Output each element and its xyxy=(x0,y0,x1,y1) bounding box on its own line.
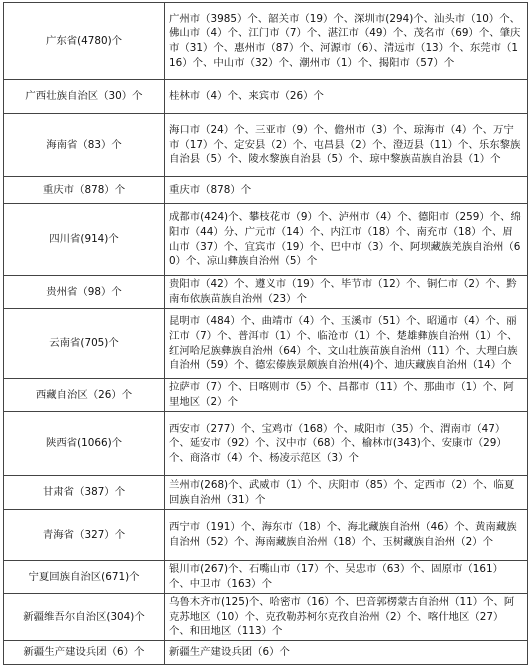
province-cell: 重庆市（878）个 xyxy=(4,177,165,204)
table-row xyxy=(4,412,528,476)
city-detail-cell: 新疆生产建设兵团（6）个 xyxy=(165,640,528,664)
province-cell: 新疆生产建设兵团（6）个 xyxy=(4,640,165,664)
city-detail-cell: 西宁市（191）个、海东市（18）个、海北藏族自治州（46）个、黄南藏族自治州（52）个、海南藏族自治州（18）个、玉树藏族自治州（2）个 xyxy=(165,510,528,561)
province-cell: 海南省（83）个 xyxy=(4,114,165,177)
table-row xyxy=(4,561,528,594)
table-row xyxy=(4,309,528,379)
table-row xyxy=(4,204,528,276)
city-detail-cell: 银川市(267)个、石嘴山市（17）个、吴忠市（63）个、固原市（161）个、中卫市（163）个 xyxy=(165,561,528,594)
province-cell: 广东省(4780)个 xyxy=(4,3,165,80)
city-detail-cell: 海口市（24）个、三亚市（9）个、儋州市（3）个、琼海市（4）个、万宁市（17）个、定安县（2）个、屯昌县（2）个、澄迈县（11）个、乐东黎族自治县（5）个、陵水黎族自治县（5）个、琼中黎族苗族自治县（1）个 xyxy=(165,114,528,177)
city-detail-cell: 兰州市(268)个、武威市（1）个、庆阳市（85）个、定西市（2）个、临夏回族自治州（31）个 xyxy=(165,476,528,510)
province-cell: 宁夏回族自治区(671)个 xyxy=(4,561,165,594)
city-detail-cell: 桂林市（4）个、来宾市（26）个 xyxy=(165,80,528,114)
province-cell: 云南省(705)个 xyxy=(4,309,165,379)
table-row xyxy=(4,594,528,641)
province-distribution-table xyxy=(3,2,528,665)
province-cell: 甘肃省（387）个 xyxy=(4,476,165,510)
city-detail-cell: 拉萨市（7）个、日喀则市（5）个、昌都市（11）个、那曲市（1）个、阿里地区（2）个 xyxy=(165,379,528,412)
province-cell: 四川省(914)个 xyxy=(4,204,165,276)
province-cell: 广西壮族自治区（30）个 xyxy=(4,80,165,114)
table-row xyxy=(4,80,528,114)
table-row xyxy=(4,510,528,561)
table-row xyxy=(4,3,528,80)
city-detail-cell: 成都市(424)个、攀枝花市（9）个、泸州市（4）个、德阳市（259）个、绵阳市（44）分、广元市（14）个、内江市（18）个、南充市（18）个、眉山市（37）个、宜宾市（19）个、巴中市（3）个、阿坝藏族羌族自治州（60）个、凉山彝族自治州（5）个 xyxy=(165,204,528,276)
province-cell: 贵州省（98）个 xyxy=(4,276,165,309)
table-row xyxy=(4,114,528,177)
city-detail-cell: 乌鲁木齐市(125)个、哈密市（16）个、巴音郭楞蒙古自治州（11）个、阿克苏地区（10）个、克孜勒苏柯尔克孜自治州（2）个、喀什地区（27）个、和田地区（113）个 xyxy=(165,594,528,641)
city-detail-cell: 贵阳市（42）个、遵义市（19）个、毕节市（12）个、铜仁市（2）个、黔南布依族苗族自治州（23）个 xyxy=(165,276,528,309)
city-detail-cell: 西安市（277）个、宝鸡市（168）个、咸阳市（35）个、渭南市（47）个、延安市（92）个、汉中市（68）个、榆林市(343)个、安康市（29）个、商洛市（4）个、杨凌示范区（3）个 xyxy=(165,412,528,476)
table-row xyxy=(4,640,528,664)
province-cell: 陕西省(1066)个 xyxy=(4,412,165,476)
city-detail-cell: 广州市（3985）个、韶关市（19）个、深圳市(294)个、汕头市（10）个、佛山市（4）个、江门市（7）个、湛江市（49）个、茂名市（69）个、肇庆市（31）个、惠州市（87）个、河源市（6）、清远市（13）个、东莞市（116）个、中山市（32）个、潮州市（1）个、揭阳市（57）个 xyxy=(165,3,528,80)
city-detail-cell: 重庆市（878）个 xyxy=(165,177,528,204)
province-cell: 青海省（327）个 xyxy=(4,510,165,561)
table-body xyxy=(4,3,528,665)
city-detail-cell: 昆明市（484）个、曲靖市（4）个、玉溪市（51）个、昭通市（4）个、丽江市（7）个、普洱市（1）个、临沧市（1）个、楚雄彝族自治州（1）个、红河哈尼族彝族自治州（64）个、文山壮族苗族自治州（11）个、大理白族自治州（59）个、德宏傣族景颇族自治州(4)个、迪庆藏族自治州（14）个 xyxy=(165,309,528,379)
table-row xyxy=(4,177,528,204)
province-cell: 新疆维吾尔自治区(304)个 xyxy=(4,594,165,641)
table-row xyxy=(4,276,528,309)
province-cell: 西藏自治区（26）个 xyxy=(4,379,165,412)
table-row xyxy=(4,476,528,510)
table-row xyxy=(4,379,528,412)
